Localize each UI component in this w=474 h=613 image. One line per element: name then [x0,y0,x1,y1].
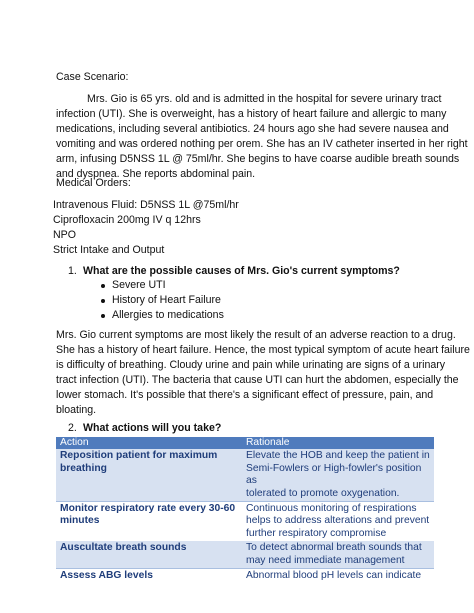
medical-orders-heading: Medical Orders: [56,177,131,189]
answer-line: tract infection (UTI). The bacteria that cause UTI can hurt the abdomen, especially the [56,374,459,386]
actions-table [56,437,434,583]
answer-line: is difficulty of breathing. Cloudy urine and pain while urinating are signs of a urinary [56,359,446,371]
answer-line: bloating. [56,404,97,416]
rationale-cell [242,502,434,542]
question-1-number: 1. [68,265,77,277]
question-2-number: 2. [68,422,77,434]
order-item: Intravenous Fluid: D5NSS 1L @75ml/hr [53,199,239,211]
table-row [56,541,434,568]
scenario-line: and dyspnea. She reports abdominal pain. [56,168,256,180]
action-column-header: Action [56,437,242,449]
rationale-text: Elevate the HOB and keep the patient in [246,450,430,462]
rationale-text: Abnormal blood pH levels can indicate [246,570,422,582]
cause-item: History of Heart Failure [112,294,221,306]
scenario-line: arm, infusing D5NSS 1L @ 75ml/hr. She begins to have coarse audible breath sounds [56,153,460,165]
cause-item: Severe UTI [112,279,166,291]
rationale-text: Semi-Fowlers or High-fowler's position as [246,462,422,487]
rationale-text: further respiratory compromise [246,527,387,539]
answer-line: Mrs. Gio current symptoms are most likely the result of an adverse reaction to a drug. [56,329,456,341]
rationale-text: Continuous monitoring of respirations [246,503,417,515]
case-scenario-heading: Case Scenario: [56,71,129,83]
scenario-line: vomiting and was ordered nothing per orem. She has an IV catheter inserted in her right [56,138,468,150]
medical-orders-list [53,198,239,258]
scenario-line: Mrs. Gio is 65 yrs. old and is admitted in the hospital for severe urinary tract [87,93,442,105]
rationale-text: To detect abnormal breath sounds that [246,542,422,554]
order-item: NPO [53,229,76,241]
table-header-row [56,437,434,449]
table-row [56,449,434,501]
action-text: Auscultate breath sounds [60,542,187,554]
bullet-icon [101,314,105,318]
bullet-icon [101,299,105,303]
action-cell [56,541,242,568]
action-text: Monitor respiratory rate every 30-60 [60,503,236,515]
rationale-text: helps to address alterations and prevent [246,515,430,527]
action-cell [56,569,242,584]
answer-paragraph [56,328,470,418]
order-item: Strict Intake and Output [53,244,165,256]
table-row [56,502,434,542]
rationale-column-header: Rationale [242,437,434,449]
cause-item: Allergies to medications [112,309,224,321]
rationale-text: tolerated to promote oxygenation. [246,487,400,499]
action-text: Assess ABG levels [60,570,153,582]
rationale-cell [242,541,434,568]
action-cell [56,502,242,542]
case-scenario-paragraph [56,92,468,182]
scenario-line: infection (UTI). She is overweight, has a history of heart failure and allergic to many [56,108,447,120]
action-text: Reposition patient for maximum breathing [60,450,218,474]
rationale-text: may need immediate management [246,554,405,566]
answer-line: She has a history of heart failure. Hence, the most typical symptom of acute heart failure [56,344,470,356]
action-cell [56,449,242,501]
table-row [56,569,434,584]
rationale-cell [242,569,434,584]
bullet-icon [101,284,105,288]
action-text: minutes [60,515,100,527]
question-2-text: What actions will you take? [83,422,222,434]
answer-line: lower stomach. It's possible that there's a significant effect of pressure, pain, and [56,389,434,401]
order-item: Ciprofloxacin 200mg IV q 12hrs [53,214,201,226]
question-1-text: What are the possible causes of Mrs. Gio's current symptoms? [83,265,400,277]
scenario-line: medications, including several antibiotics. 24 hours ago she had severe nausea and [56,123,449,135]
rationale-cell [242,449,434,501]
